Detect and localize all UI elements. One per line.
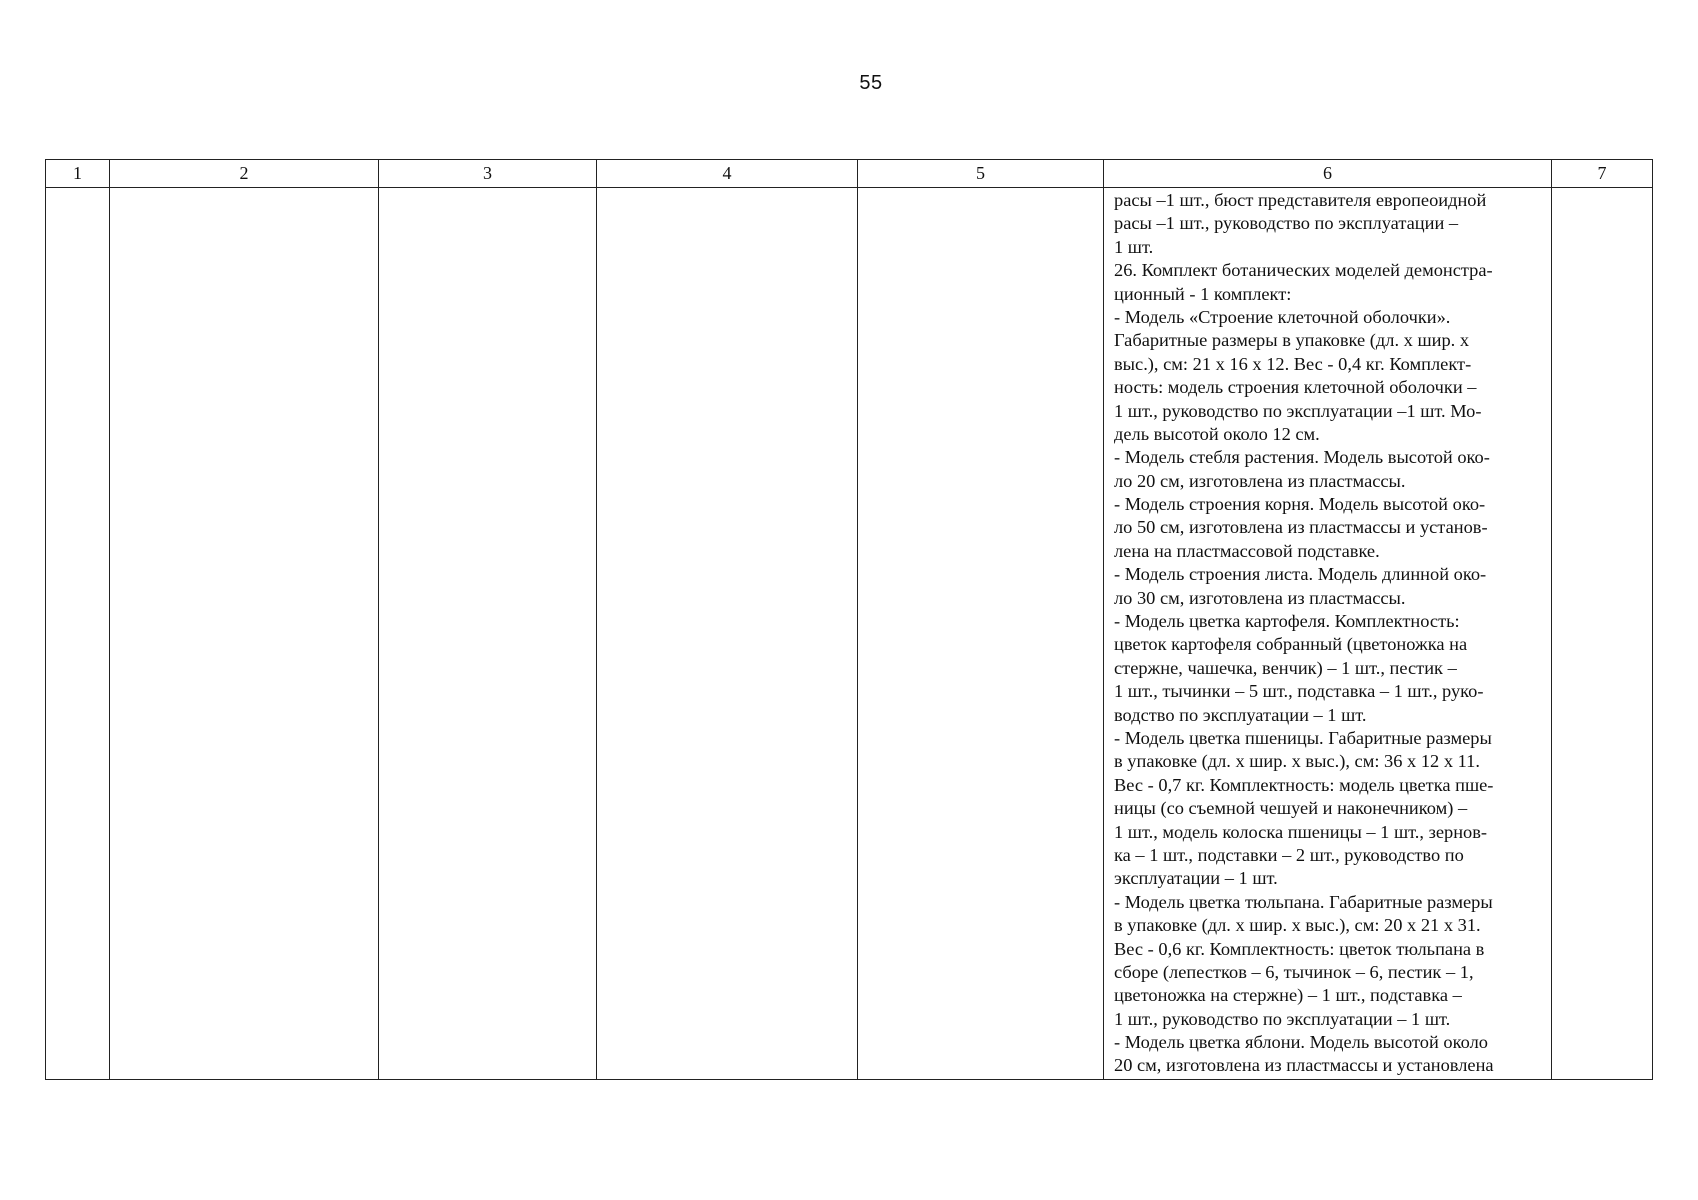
cell-col-3 bbox=[379, 188, 597, 1080]
cell-col-4 bbox=[597, 188, 858, 1080]
description-line: Габаритные размеры в упаковке (дл. х шир. х bbox=[1114, 330, 1470, 351]
description-line: ло 30 см, изготовлена из пластмассы. bbox=[1114, 587, 1406, 608]
description-line: сборе (лепестков – 6, тычинок – 6, пестик – 1, bbox=[1114, 961, 1474, 982]
description-line: водство по эксплуатации – 1 шт. bbox=[1114, 704, 1367, 725]
column-header-7: 7 bbox=[1552, 160, 1653, 188]
description-line: Вес - 0,6 кг. Комплектность: цветок тюльпана в bbox=[1114, 938, 1485, 959]
description-line: - Модель цветка тюльпана. Габаритные размеры bbox=[1114, 891, 1493, 912]
column-header-1: 1 bbox=[46, 160, 110, 188]
description-line: эксплуатации – 1 шт. bbox=[1114, 868, 1278, 889]
description-line: - Модель цветка пшеницы. Габаритные размеры bbox=[1114, 727, 1492, 748]
cell-col-5 bbox=[858, 188, 1104, 1080]
description-line: - Модель строения листа. Модель длинной око- bbox=[1114, 564, 1487, 585]
description-line: в упаковке (дл. х шир. х выс.), см: 36 х 12 х 11. bbox=[1114, 751, 1480, 772]
cell-col-2 bbox=[110, 188, 379, 1080]
description-line: лена на пластмассовой подставке. bbox=[1114, 540, 1380, 561]
description-line: ка – 1 шт., подставки – 2 шт., руководство по bbox=[1114, 844, 1464, 865]
description-line: 26. Комплект ботанических моделей демонстра- bbox=[1114, 260, 1493, 281]
description-line: ционный - 1 комплект: bbox=[1114, 283, 1292, 304]
description-line: дель высотой около 12 см. bbox=[1114, 423, 1320, 444]
description-line: цветоножка на стержне) – 1 шт., подставка – bbox=[1114, 985, 1462, 1006]
description-line: ность: модель строения клеточной оболочки – bbox=[1114, 377, 1477, 398]
description-line: 1 шт., руководство по эксплуатации –1 шт. Мо- bbox=[1114, 400, 1482, 421]
page-number: 55 bbox=[859, 72, 883, 94]
table-row bbox=[46, 188, 1653, 1080]
description-line: цветок картофеля собранный (цветоножка на bbox=[1114, 634, 1468, 655]
column-header-3: 3 bbox=[379, 160, 597, 188]
description-line: Вес - 0,7 кг. Комплектность: модель цветка пше- bbox=[1114, 774, 1494, 795]
table-header-row bbox=[46, 160, 1653, 188]
description-line: 1 шт., модель колоска пшеницы – 1 шт., зернов- bbox=[1114, 821, 1488, 842]
cell-col-1 bbox=[46, 188, 110, 1080]
description-line: ницы (со съемной чешуей и наконечником) – bbox=[1114, 798, 1468, 819]
description-line: - Модель цветка яблони. Модель высотой около bbox=[1114, 1032, 1488, 1053]
description-line: выс.), см: 21 х 16 х 12. Вес - 0,4 кг. Комплект- bbox=[1114, 353, 1472, 374]
specification-table bbox=[45, 159, 1653, 1080]
cell-col-6 bbox=[1104, 188, 1552, 1080]
description-line: ло 20 см, изготовлена из пластмассы. bbox=[1114, 470, 1406, 491]
description-line: стержне, чашечка, венчик) – 1 шт., пестик – bbox=[1114, 657, 1457, 678]
description-line: 1 шт., руководство по эксплуатации – 1 шт. bbox=[1114, 1008, 1451, 1029]
description-line: ло 50 см, изготовлена из пластмассы и установ- bbox=[1114, 517, 1488, 538]
cell-col-7 bbox=[1552, 188, 1653, 1080]
description-line: в упаковке (дл. х шир. х выс.), см: 20 х 21 х 31. bbox=[1114, 915, 1481, 936]
column-header-2: 2 bbox=[110, 160, 379, 188]
equipment-description bbox=[1104, 188, 1551, 1078]
description-line: - Модель стебля растения. Модель высотой око- bbox=[1114, 447, 1490, 468]
column-header-5: 5 bbox=[858, 160, 1104, 188]
description-line: 20 см, изготовлена из пластмассы и установлена bbox=[1114, 1055, 1494, 1076]
description-line: 1 шт., тычинки – 5 шт., подставка – 1 шт., руко- bbox=[1114, 681, 1484, 702]
column-header-6: 6 bbox=[1104, 160, 1552, 188]
description-line: расы –1 шт., бюст представителя европеоидной bbox=[1114, 190, 1487, 210]
description-line: - Модель «Строение клеточной оболочки». bbox=[1114, 306, 1451, 327]
description-line: - Модель цветка картофеля. Комплектность: bbox=[1114, 611, 1460, 632]
description-line: - Модель строения корня. Модель высотой око- bbox=[1114, 494, 1486, 515]
column-header-4: 4 bbox=[597, 160, 858, 188]
description-line: расы –1 шт., руководство по эксплуатации – bbox=[1114, 213, 1459, 234]
description-line: 1 шт. bbox=[1114, 236, 1154, 257]
